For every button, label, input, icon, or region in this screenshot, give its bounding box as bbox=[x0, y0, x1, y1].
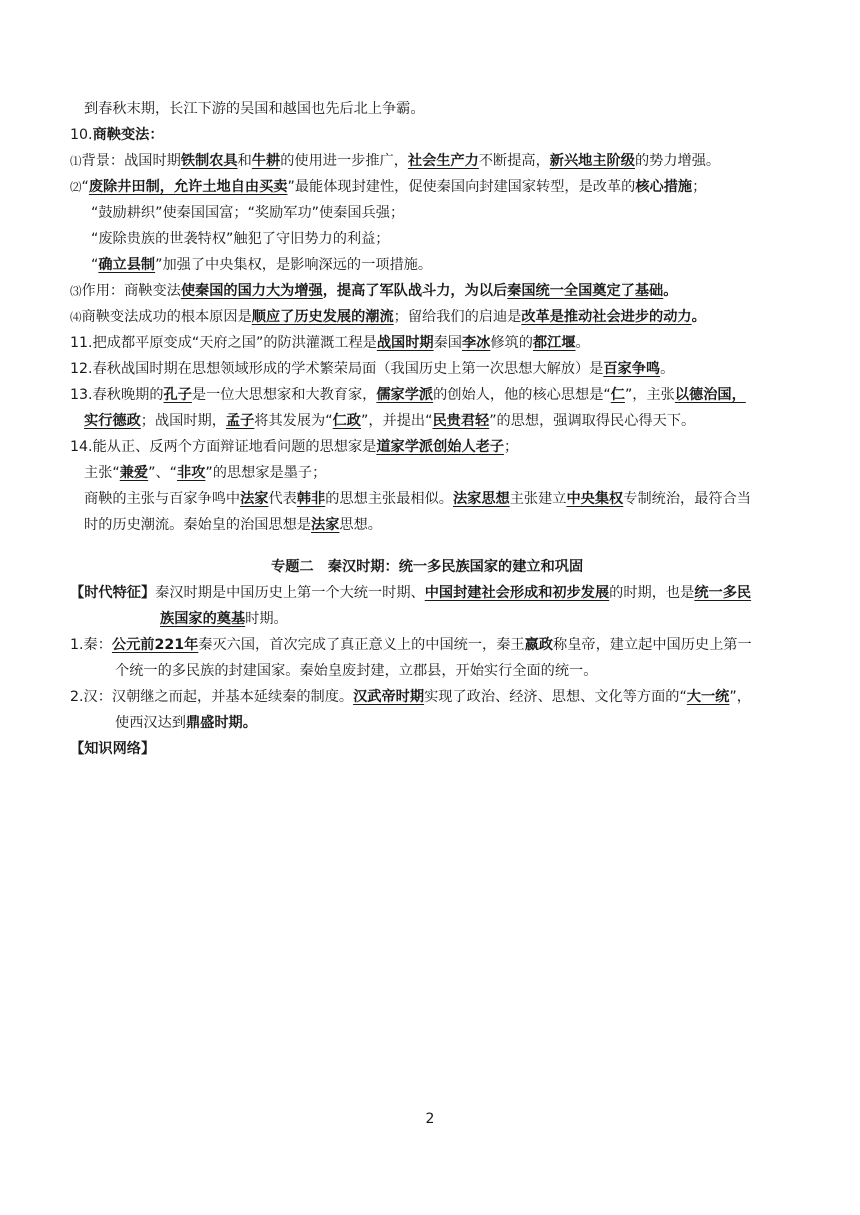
text-line bbox=[70, 307, 706, 327]
text-run: ”的思想家是墨子； bbox=[205, 465, 327, 481]
emphasis-underlined: 兼爱 bbox=[119, 465, 149, 481]
text-line bbox=[115, 713, 257, 733]
text-run: 秦灭六国，首次完成了真正意义上的中国统一，秦王 bbox=[198, 637, 525, 653]
emphasis-underlined: 中央集权 bbox=[566, 491, 624, 507]
emphasis-underlined: 改革是推动社会进步的动力 bbox=[521, 309, 692, 325]
emphasis-underlined: 韩非 bbox=[296, 491, 326, 507]
text-line bbox=[84, 489, 751, 509]
text-run: 到春秋末期，长江下游的吴国和越国也先后北上争霸。 bbox=[84, 101, 425, 117]
text-line bbox=[84, 515, 382, 535]
emphasis-underlined: 使秦国的国力大为增强 bbox=[180, 283, 323, 299]
emphasis-bold: 商鞅变法： bbox=[92, 127, 164, 143]
emphasis-bold: 嬴政 bbox=[524, 637, 554, 653]
text-line bbox=[91, 203, 404, 223]
text-run: ⑴ bbox=[70, 154, 82, 168]
text-run: ⑵ bbox=[70, 180, 82, 194]
text-run: 。 bbox=[575, 335, 590, 351]
text-line bbox=[70, 739, 155, 759]
emphasis-bold: 。 bbox=[691, 309, 706, 325]
text-line bbox=[70, 177, 706, 197]
emphasis-underlined: 秦国统一全国奠定了基础 bbox=[507, 283, 664, 299]
text-run: ⑶ bbox=[70, 284, 82, 298]
text-run: 13.春秋晚期的 bbox=[70, 387, 164, 403]
text-run: 是一位大思想家和大教育家， bbox=[191, 387, 377, 403]
text-run: 使西汉达到 bbox=[115, 715, 186, 731]
text-line bbox=[70, 281, 677, 301]
text-run: 的创始人，他的核心思想是“ bbox=[433, 387, 611, 403]
text-run: 称皇帝，建立起中国历史上第一 bbox=[553, 637, 752, 653]
text-run: 实现了政治、经济、思想、文化等方面的“ bbox=[424, 689, 687, 705]
text-run: 的使用进一步推广， bbox=[280, 153, 408, 169]
text-run: ； bbox=[504, 439, 519, 455]
text-run: ”， bbox=[729, 689, 751, 705]
emphasis-underlined: 孟子 bbox=[225, 413, 255, 429]
emphasis-bold: 【知识网络】 bbox=[70, 741, 156, 757]
emphasis-underlined: 大一统 bbox=[686, 689, 730, 705]
text-line bbox=[70, 635, 752, 655]
page-number: 2 bbox=[425, 1111, 435, 1127]
text-run: 秦国 bbox=[433, 335, 462, 351]
emphasis-underlined: 以德治国， bbox=[674, 387, 746, 403]
emphasis-underlined: 孔子 bbox=[163, 387, 192, 403]
text-run: 12.春秋战国时期在思想领域形成的学术繁荣局面（我国历史上第一次思想大解放）是 bbox=[70, 361, 604, 377]
text-run: 的势力增强。 bbox=[634, 153, 721, 169]
emphasis-underlined: 仁 bbox=[610, 387, 625, 403]
text-line bbox=[84, 99, 425, 119]
text-run: “ bbox=[91, 257, 99, 273]
text-run: 个统一的多民族的封建国家。秦始皇废封建，立郡县，开始实行全面的统一。 bbox=[115, 663, 598, 679]
emphasis-underlined: 实行德政 bbox=[84, 413, 141, 429]
emphasis-underlined: 废除井田制，允许土地自由买卖 bbox=[88, 179, 288, 195]
text-run: 背景：战国时期 bbox=[81, 153, 181, 169]
text-run: 不断提高， bbox=[478, 153, 550, 169]
emphasis-underlined: 族国家的奠基 bbox=[160, 611, 246, 627]
emphasis-underlined: 战国时期 bbox=[376, 335, 434, 351]
emphasis-bold: 【时代特征】 bbox=[70, 585, 156, 601]
text-run: 主张建立 bbox=[509, 491, 567, 507]
text-line bbox=[70, 687, 751, 707]
emphasis-bold: ，提高了军队战斗力，为以后 bbox=[322, 283, 508, 299]
emphasis-underlined: 儒家学派 bbox=[376, 387, 434, 403]
emphasis-underlined: 非攻 bbox=[177, 465, 206, 481]
text-line bbox=[70, 359, 674, 379]
text-run: ”，并提出“ bbox=[360, 413, 433, 429]
emphasis-underlined: 法家 bbox=[240, 491, 269, 507]
text-run: 11.把成都平原变成“天府之国”的防洪灌溉工程是 bbox=[70, 335, 377, 351]
emphasis-underlined: 道家学派创始人老子 bbox=[376, 439, 505, 455]
emphasis-underlined: 牛耕 bbox=[251, 153, 281, 169]
text-run: ；留给我们的启迪是 bbox=[393, 309, 522, 325]
text-run: ； bbox=[692, 179, 707, 195]
emphasis-bold: 核心措施 bbox=[635, 179, 693, 195]
text-line bbox=[84, 411, 695, 431]
text-run: 时的历史潮流。秦始皇的治国思想是 bbox=[84, 517, 312, 533]
text-run: ；战国时期， bbox=[140, 413, 226, 429]
text-run: ”、“ bbox=[148, 465, 178, 481]
text-run: 10. bbox=[70, 127, 93, 143]
text-line bbox=[160, 609, 288, 629]
text-line bbox=[70, 125, 164, 145]
text-line bbox=[70, 385, 746, 405]
text-run: “ bbox=[81, 179, 89, 195]
text-run: ”，主张 bbox=[624, 387, 675, 403]
emphasis-underlined: 民贵君轻 bbox=[432, 413, 490, 429]
text-run: ⑷ bbox=[70, 310, 82, 324]
emphasis-underlined: 统一多民 bbox=[694, 585, 752, 601]
emphasis-underlined: 新兴地主阶级 bbox=[549, 153, 635, 169]
text-run: 2.汉：汉朝继之而起，并基本延续秦的制度。 bbox=[70, 689, 354, 705]
text-line bbox=[115, 661, 597, 681]
text-run: 代表 bbox=[268, 491, 297, 507]
text-run: 商鞅的主张与百家争鸣中 bbox=[84, 491, 241, 507]
text-run: 14.能从正、反两个方面辩证地看问题的思想家是 bbox=[70, 439, 377, 455]
emphasis-underlined: 仁政 bbox=[332, 413, 361, 429]
text-run: 的时期，也是 bbox=[609, 585, 695, 601]
text-run: ”加强了中央集权，是影响深远的一项措施。 bbox=[155, 257, 433, 273]
text-run: 时期。 bbox=[245, 611, 288, 627]
text-run: 将其发展为“ bbox=[254, 413, 333, 429]
emphasis-underlined: 法家 bbox=[311, 517, 340, 533]
text-run: 商鞅变法成功的根本原因是 bbox=[81, 309, 252, 325]
emphasis-underlined: 顺应了历史发展的潮流 bbox=[251, 309, 394, 325]
emphasis-underlined: 李冰 bbox=[461, 335, 491, 351]
emphasis-underlined: 社会生产力 bbox=[407, 153, 479, 169]
text-line bbox=[84, 463, 326, 483]
text-line bbox=[70, 333, 590, 353]
emphasis-bold: 。 bbox=[663, 283, 678, 299]
emphasis-underlined: 中国封建社会形成和初步发展 bbox=[424, 585, 610, 601]
text-line bbox=[91, 229, 389, 249]
emphasis-underlined: 百家争鸣 bbox=[603, 361, 661, 377]
text-run: 修筑的 bbox=[490, 335, 533, 351]
text-run: 主张“ bbox=[84, 465, 120, 481]
text-run: “鼓励耕织”使秦国国富；“奖励军功”使秦国兵强； bbox=[91, 205, 405, 221]
text-run: 秦汉时期是中国历史上第一个大统一时期、 bbox=[155, 585, 425, 601]
text-run: 和 bbox=[237, 153, 252, 169]
text-line bbox=[70, 437, 518, 457]
text-run: 专制统治，最符合当 bbox=[623, 491, 751, 507]
emphasis-underlined: 法家思想 bbox=[452, 491, 510, 507]
text-line bbox=[91, 255, 432, 275]
text-run: 1.秦： bbox=[70, 637, 112, 653]
text-run: 的思想主张最相似。 bbox=[325, 491, 453, 507]
emphasis-bold: 专题二 秦汉时期：统一多民族国家的建立和巩固 bbox=[271, 559, 584, 575]
emphasis-underlined: 都江堰 bbox=[532, 335, 576, 351]
text-run: 作用：商鞅变法 bbox=[81, 283, 181, 299]
text-run: “废除贵族的世袭特权”触犯了守旧势力的利益； bbox=[91, 231, 390, 247]
emphasis-underlined: 铁制农具 bbox=[180, 153, 238, 169]
emphasis-underlined: 公元前221年 bbox=[111, 637, 199, 653]
emphasis-bold: 鼎盛时期。 bbox=[185, 715, 257, 731]
emphasis-underlined: 确立县制 bbox=[98, 257, 156, 273]
text-run: 思想。 bbox=[339, 517, 382, 533]
emphasis-underlined: 汉武帝时期 bbox=[353, 689, 425, 705]
text-line bbox=[70, 583, 751, 603]
section-title bbox=[271, 557, 583, 577]
text-run: 。 bbox=[660, 361, 675, 377]
text-line bbox=[70, 151, 720, 171]
text-run: ”的思想，强调取得民心得天下。 bbox=[489, 413, 696, 429]
text-run: ”最能体现封建性，促使秦国向封建国家转型，是改革的 bbox=[287, 179, 636, 195]
